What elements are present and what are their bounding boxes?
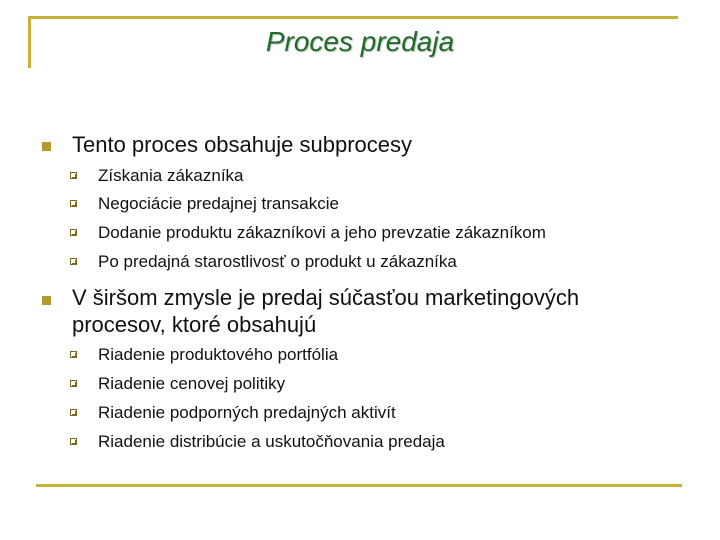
section-heading: V širšom zmysle je predaj súčasťou marketingových <box>72 285 580 310</box>
checkbox-bullet-icon <box>70 438 77 445</box>
checkbox-bullet-icon <box>70 258 77 265</box>
list-item: Riadenie cenovej politiky <box>98 374 286 393</box>
section-heading: Tento proces obsahuje subprocesy <box>72 132 412 157</box>
square-bullet-icon <box>42 296 51 305</box>
checkbox-bullet-icon <box>70 351 77 358</box>
list-item: Po predajná starostlivosť o produkt u zákazníka <box>98 252 457 271</box>
top-border-line <box>28 16 678 19</box>
checkbox-bullet-icon <box>70 172 77 179</box>
list-item: Negociácie predajnej transakcie <box>98 194 339 213</box>
list-item: Riadenie produktového portfólia <box>98 345 339 364</box>
checkbox-bullet-icon <box>70 229 77 236</box>
bottom-border-line <box>36 484 682 487</box>
square-bullet-icon <box>42 142 51 151</box>
list-item: Dodanie produktu zákazníkovi a jeho prevzatie zákazníkom <box>98 223 546 242</box>
section-heading-continued: procesov, ktoré obsahujú <box>72 312 317 337</box>
slide-title: Proces predaja <box>265 26 455 57</box>
checkbox-bullet-icon <box>70 200 77 207</box>
list-item: Riadenie podporných predajných aktivít <box>98 403 396 422</box>
list-item: Riadenie distribúcie a uskutočňovania predaja <box>98 432 445 451</box>
checkbox-bullet-icon <box>70 409 77 416</box>
list-item: Získania zákazníka <box>98 166 244 185</box>
checkbox-bullet-icon <box>70 380 77 387</box>
